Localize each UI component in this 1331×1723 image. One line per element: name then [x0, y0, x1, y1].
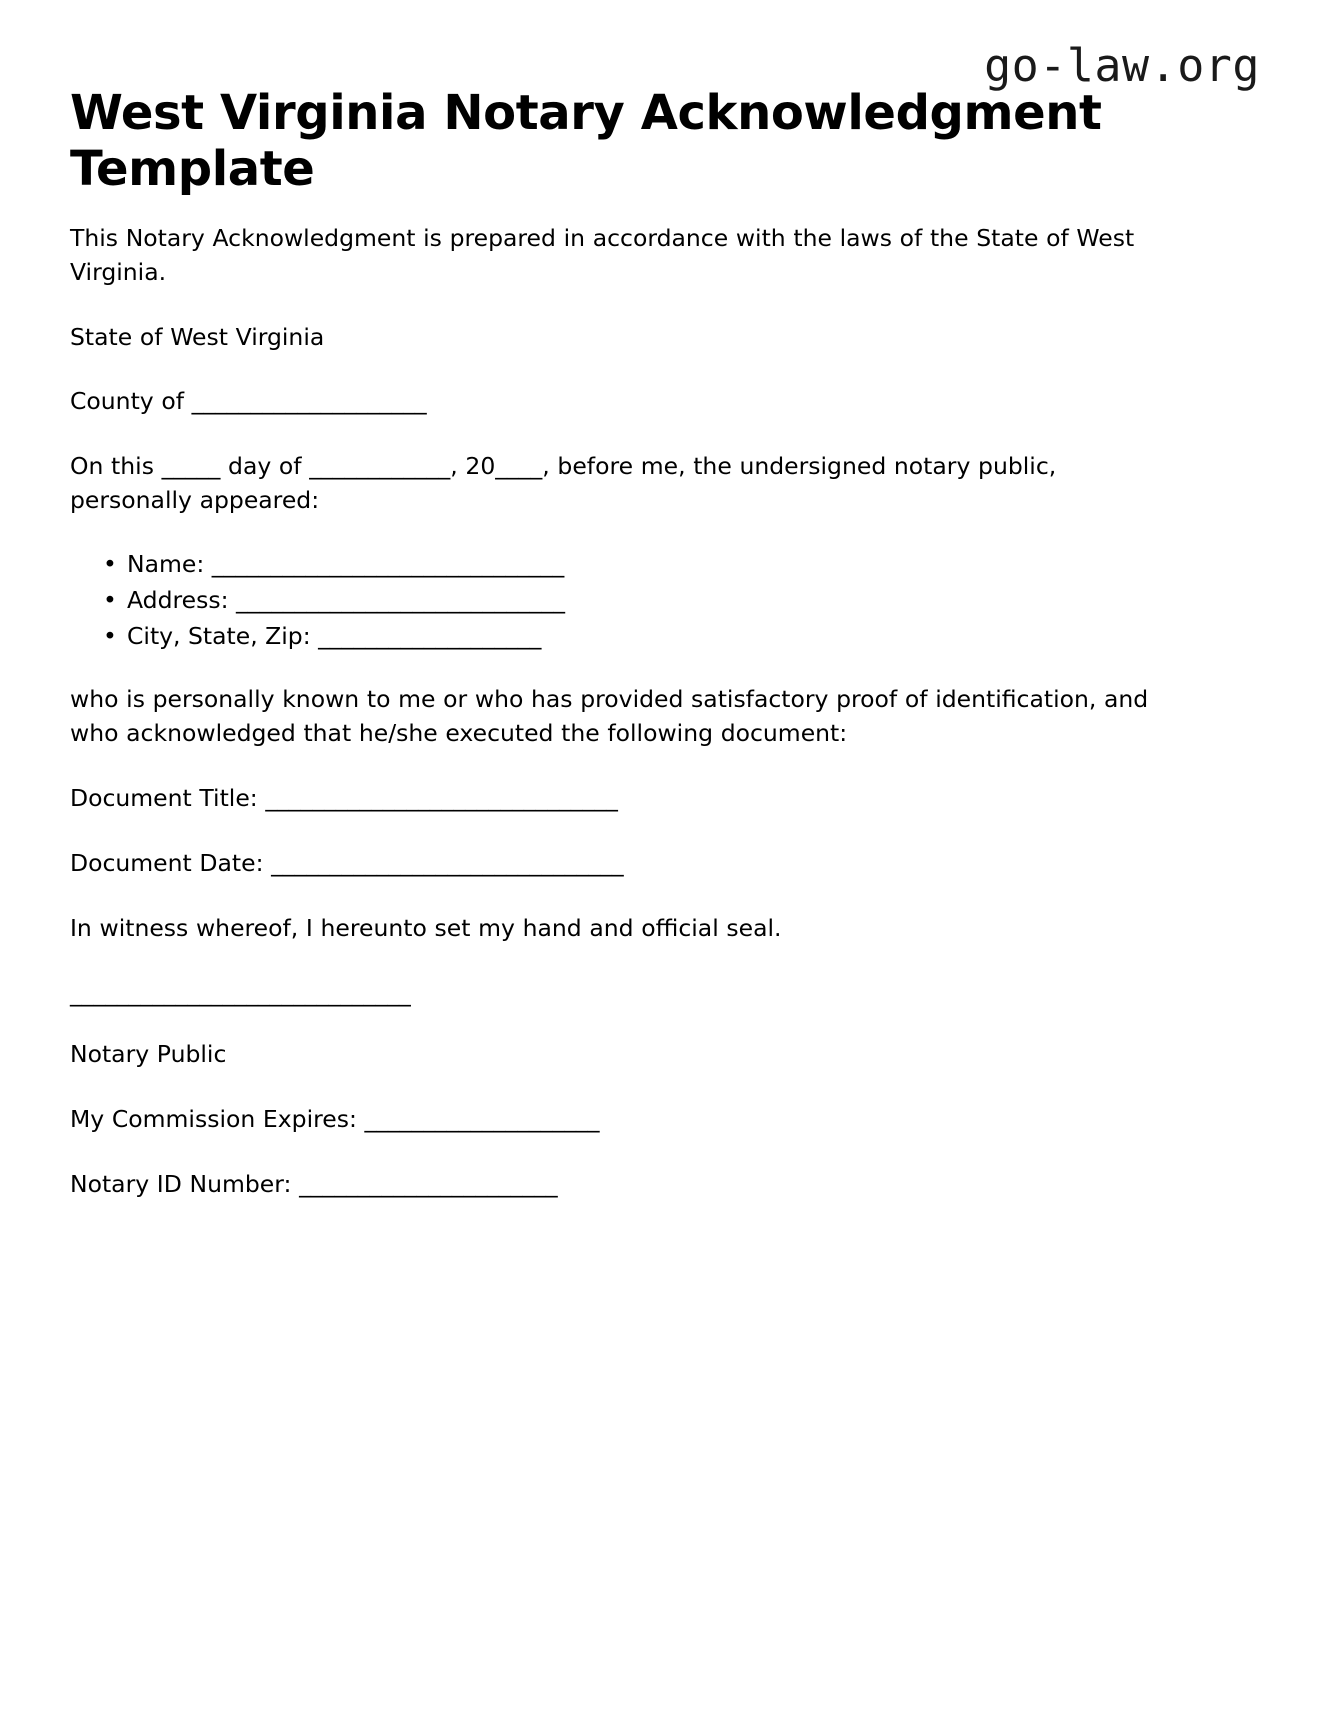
- list-item-name: • Name: ______________________________: [127, 548, 1180, 582]
- document-date-line: Document Date: ______________________________: [70, 848, 624, 877]
- appearance-line: On this _____ day of ____________, 20____, before me, the undersigned notary public, personally appeared:: [70, 452, 1057, 515]
- list-item-city-state-zip: • City, State, Zip: ___________________: [127, 620, 1180, 654]
- document-body: [70, 222, 1180, 1233]
- signature-rule: _____________________________: [70, 978, 411, 1007]
- commission-expires-line: My Commission Expires: ____________________: [70, 1105, 600, 1134]
- county-line: County of ____________________: [70, 387, 427, 416]
- go-law-logo-text: go-law.org: [984, 39, 1260, 92]
- notary-id-line: Notary ID Number: ______________________: [70, 1170, 558, 1199]
- witness-line: In witness whereof, I hereunto set my hand and official seal.: [70, 913, 782, 942]
- list-item-address: • Address: ____________________________: [127, 584, 1180, 618]
- notary-public-label: Notary Public: [70, 1040, 227, 1069]
- page-title: West Virginia Notary Acknowledgment Template: [70, 85, 1102, 197]
- acknowledgment-paragraph: who is personally known to me or who has provided satisfactory proof of identification, and who acknowledged that he/she executed the following document:: [70, 685, 1149, 748]
- appearance-fields-list: [70, 548, 1180, 653]
- state-line: State of West Virginia: [70, 322, 325, 351]
- document-title-line: Document Title: ______________________________: [70, 784, 618, 813]
- intro-paragraph: This Notary Acknowledgment is prepared in accordance with the laws of the State of West Virginia.: [70, 224, 1135, 286]
